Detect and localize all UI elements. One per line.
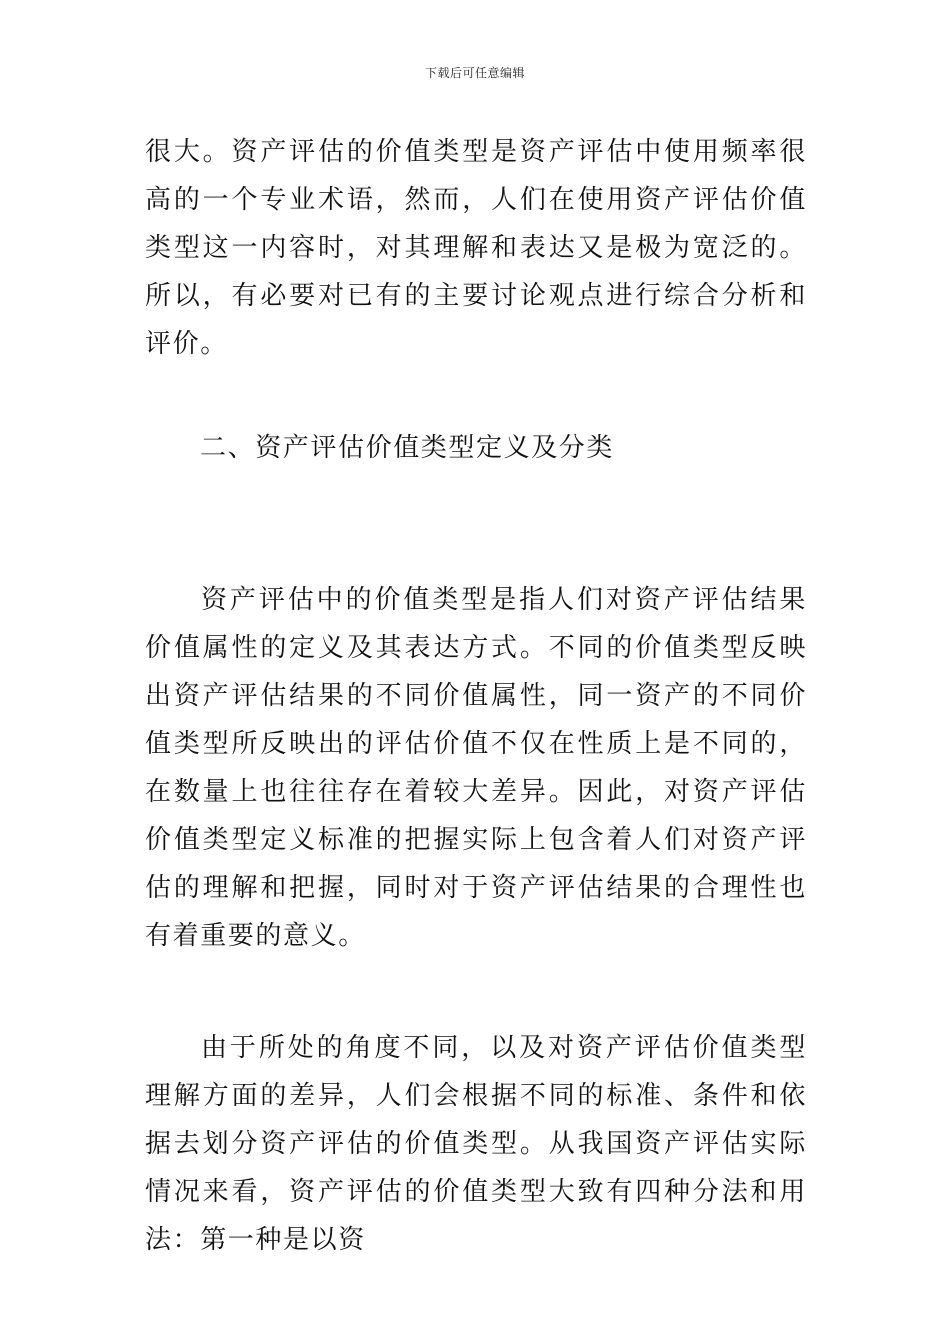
paragraph-intro-continued: 很大。资产评估的价值类型是资产评估中使用频率很高的一个专业术语，然而，人们在使用资产评估价值类型这一内容时，对其理解和表达又是极为宽泛的。所以，有必要对已有的主要讨论观点进行综合分析和评价。: [145, 137, 807, 359]
paragraph-classification: 由于所处的角度不同，以及对资产评估价值类型理解方面的差异，人们会根据不同的标准、条件和依据去划分资产评估的价值类型。从我国资产评估实际情况来看，资产评估的价值类型大致有四种分法和用法：第一种是以资: [145, 1033, 807, 1255]
section-heading: 二、资产评估价值类型定义及分类: [200, 433, 615, 463]
paragraph-definition: 资产评估中的价值类型是指人们对资产评估结果价值属性的定义及其表达方式。不同的价值类型反映出资产评估结果的不同价值属性，同一资产的不同价值类型所反映出的评估价值不仅在性质上是不同的，在数量上也往往存在着较大差异。因此，对资产评估价值类型定义标准的把握实际上包含着人们对资产评估的理解和把握，同时对于资产评估结果的合理性也有着重要的意义。: [145, 585, 807, 951]
page-header: 下载后可任意编辑: [424, 66, 525, 80]
